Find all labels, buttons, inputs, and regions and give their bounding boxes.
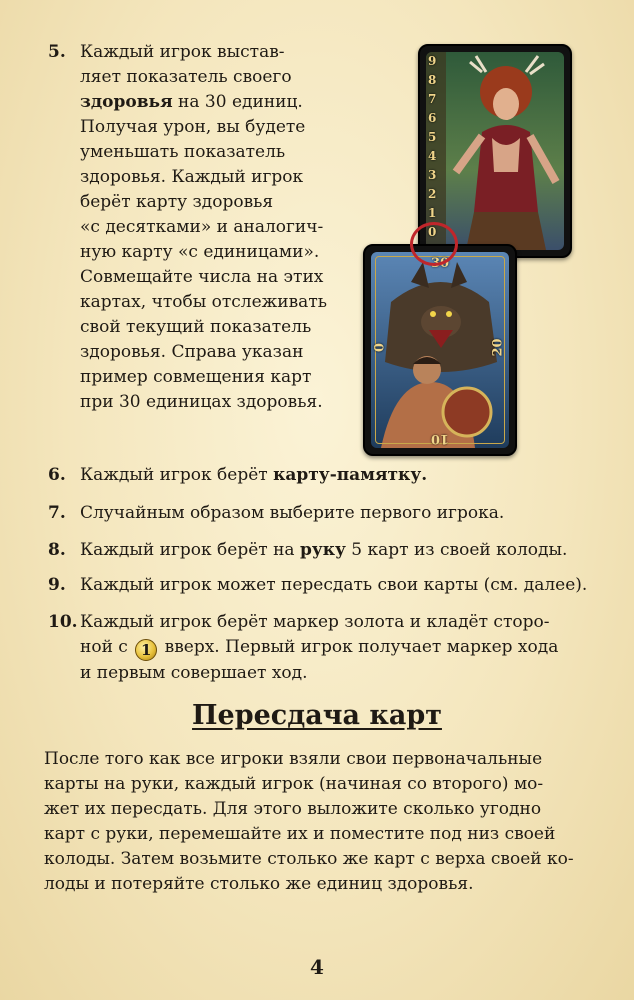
item-text: Каждый игрок берёт на руку 5 карт из своей колоды.	[80, 540, 568, 560]
health-tick-9: 9	[428, 54, 437, 68]
health-tick-4: 4	[428, 149, 437, 163]
page-number: 4	[310, 955, 324, 979]
health-tick-6: 6	[428, 111, 437, 125]
item-number: 8.	[48, 540, 66, 560]
druid-illustration	[426, 52, 564, 250]
card-value-right: 20	[490, 338, 506, 357]
item-number: 7.	[48, 503, 66, 523]
card-art-druid	[426, 52, 564, 250]
item-text: Каждый игрок берёт маркер золота и кладёт сторо- ной с 1 вверх. Первый игрок получает маркер хода и первым совершает ход.	[80, 612, 559, 683]
item-text: Каждый игрок может пересдать свои карты (см. далее).	[80, 575, 588, 595]
card-value-left: 0	[370, 342, 386, 353]
bold-term: здоровья	[80, 92, 173, 112]
card-value-top: 30	[430, 256, 450, 271]
gold-coin-icon: 1	[135, 639, 157, 661]
health-tick-1: 1	[428, 206, 437, 220]
item-number: 9.	[48, 575, 66, 595]
section-heading: Пересдача карт	[192, 700, 442, 731]
item-number: 10.	[48, 612, 78, 632]
item-number: 5.	[48, 42, 66, 62]
health-tick-5: 5	[428, 130, 437, 144]
section-paragraph: После того как все игроки взяли свои первоначальные карты на руки, каждый игрок (начиная со второго) мо- жет их пересдать. Для этого выложите сколько угодно карт с руки, перемешайте их и поместите под низ своей колоды. Затем возьмите столько же карт с верха своей ко- лоды и потеряйте столько же единиц здоровья.	[44, 749, 574, 894]
health-tick-8: 8	[428, 73, 437, 87]
item-text: Каждый игрок берёт карту-памятку.	[80, 465, 428, 485]
item-number: 6.	[48, 465, 66, 485]
alignment-highlight-ring	[410, 222, 458, 266]
bold-term: руку	[299, 540, 346, 560]
bold-term: карту-памятку.	[273, 465, 428, 485]
health-tick-3: 3	[428, 168, 437, 182]
card-value-bottom: 10	[430, 431, 450, 446]
health-tick-2: 2	[428, 187, 437, 201]
health-tick-7: 7	[428, 92, 437, 106]
item-text: Случайным образом выберите первого игрока.	[80, 503, 505, 523]
item-text: Каждый игрок выстав- ляет показатель своего здоровья на 30 единиц. Получая урон, вы будете уменьшать показатель здоровья. Каждый игрок берёт карту здоровья «с десятками» и аналогич- ную карту «с единицами». Совмещайте числа на этих картах, чтобы отслеживать свой текущий показатель здоровья. Справа указан пример совмещения карт при 30 единицах здоровья.	[80, 42, 327, 412]
frame-outline	[375, 256, 505, 444]
health-tick-0: 0	[428, 225, 437, 239]
health-card-units	[363, 244, 517, 456]
